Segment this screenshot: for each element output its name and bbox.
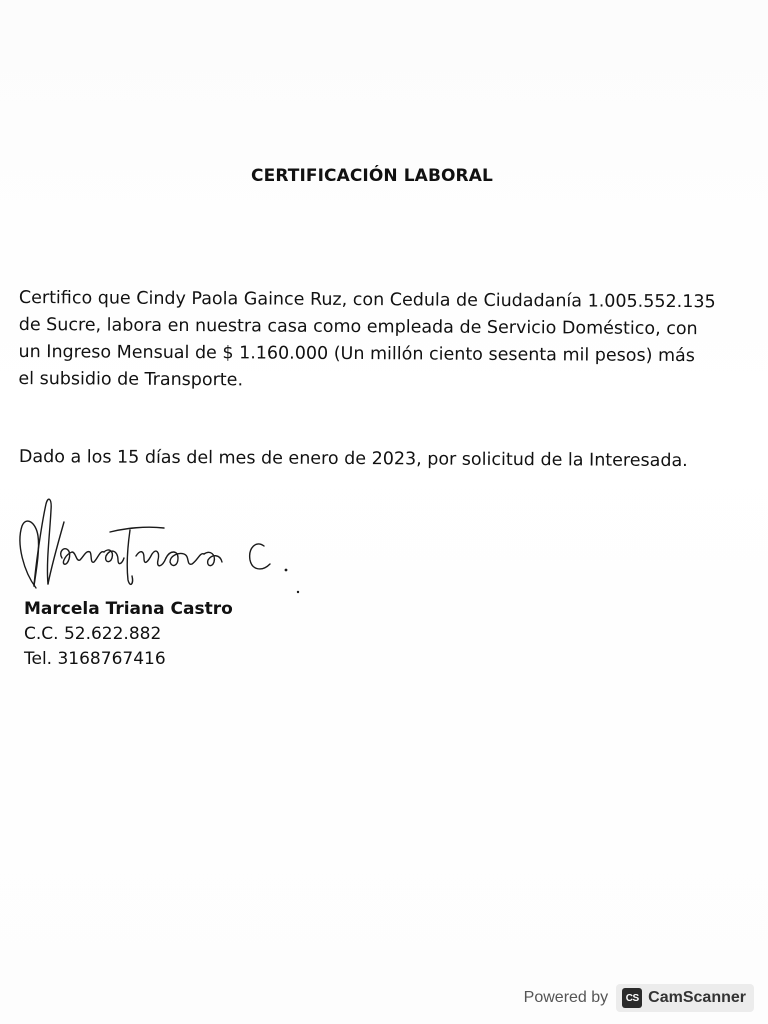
document-title: CERTIFICACIÓN LABORAL <box>251 166 493 186</box>
date-line: Dado a los 15 días del mes de enero de 2023, por solicitud de la Interesada. <box>18 446 688 472</box>
signer-phone: Tel. 3168767416 <box>24 649 166 669</box>
camscanner-logo-icon: CS <box>622 988 642 1008</box>
paragraph-line: de Sucre, labora en nuestra casa como empleada de Servicio Doméstico, con <box>18 314 698 340</box>
paragraph-line: el subsidio de Transporte. <box>18 368 244 391</box>
signer-name: Marcela Triana Castro <box>24 599 233 619</box>
camscanner-name: CamScanner <box>648 989 746 1006</box>
signer-block <box>24 597 233 672</box>
camscanner-watermark <box>524 982 754 1014</box>
camscanner-badge <box>616 984 754 1012</box>
paragraph-line: un Ingreso Mensual de $ 1.160.000 (Un millón ciento sesenta mil pesos) más <box>18 341 695 367</box>
certification-paragraph <box>18 285 719 397</box>
date-paragraph <box>19 444 719 475</box>
signer-id: C.C. 52.622.882 <box>24 624 162 644</box>
handwritten-signature <box>6 492 306 604</box>
paragraph-line: Certifico que Cindy Paola Gaince Ruz, con Cedula de Ciudadanía 1.005.552.135 <box>18 287 716 313</box>
powered-by-label: Powered by <box>523 989 609 1006</box>
